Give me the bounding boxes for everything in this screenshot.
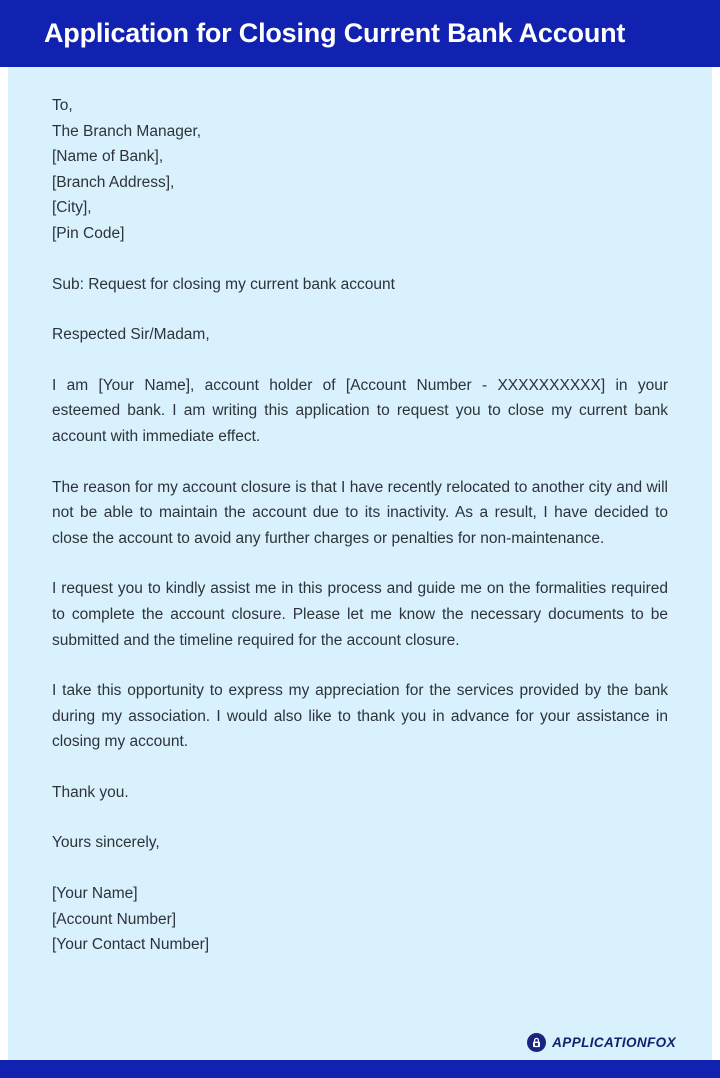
body-paragraph: I request you to kindly assist me in this process and guide me on the formalities required to complete the account closure. Please let me know the necessary documents to be submitted and the timeline required for the account closure.: [52, 580, 668, 649]
lock-badge-icon: [527, 1033, 546, 1052]
page-title: Application for Closing Current Bank Account: [44, 17, 626, 48]
thank-you-line: Thank you.: [52, 783, 129, 801]
subject-line: Sub: Request for closing my current bank account: [52, 275, 395, 293]
letter-body: [8, 67, 712, 1060]
recipient-line: [Pin Code]: [52, 224, 125, 242]
recipient-line: [Branch Address],: [52, 173, 175, 191]
spacer: [44, 755, 668, 780]
page-footer-bar: [0, 1060, 720, 1078]
recipient-line: [Name of Bank],: [52, 148, 164, 166]
recipient-line: The Branch Manager,: [52, 122, 202, 140]
footer-branding: [527, 1033, 676, 1052]
signature-block: [44, 881, 668, 958]
spacer: [44, 297, 668, 322]
body-paragraph: The reason for my account closure is that I have recently relocated to another city and will not be able to maintain the account due to its inactivity. As a result, I have decided to close the account to avoid any further charges or penalties for non-maintenance.: [52, 478, 668, 547]
signature-line: [Your Contact Number]: [52, 936, 210, 954]
page-header-bar: [0, 0, 720, 67]
spacer: [44, 856, 668, 881]
recipient-address-block: [44, 93, 668, 247]
recipient-line: To,: [52, 97, 73, 114]
signature-line: [Account Number]: [52, 910, 177, 928]
body-paragraph: I take this opportunity to express my appreciation for the services provided by the bank during my association. I would also like to thank you in advance for your assistance in closing my account.: [52, 682, 668, 751]
spacer: [44, 247, 668, 272]
brand-name: APPLICATIONFOX: [552, 1035, 676, 1050]
letter-sheet: [8, 0, 712, 1078]
closing-line: Yours sincerely,: [52, 834, 160, 852]
recipient-line: [City],: [52, 199, 92, 217]
body-paragraph: I am [Your Name], account holder of [Account Number - XXXXXXXXXX] in your esteemed bank. I am writing this application to request you to close my current bank account with immediate effect.: [52, 376, 668, 445]
spacer: [44, 348, 668, 373]
spacer: [44, 805, 668, 830]
signature-line: [Your Name]: [52, 885, 138, 903]
salutation-line: Respected Sir/Madam,: [52, 326, 210, 344]
